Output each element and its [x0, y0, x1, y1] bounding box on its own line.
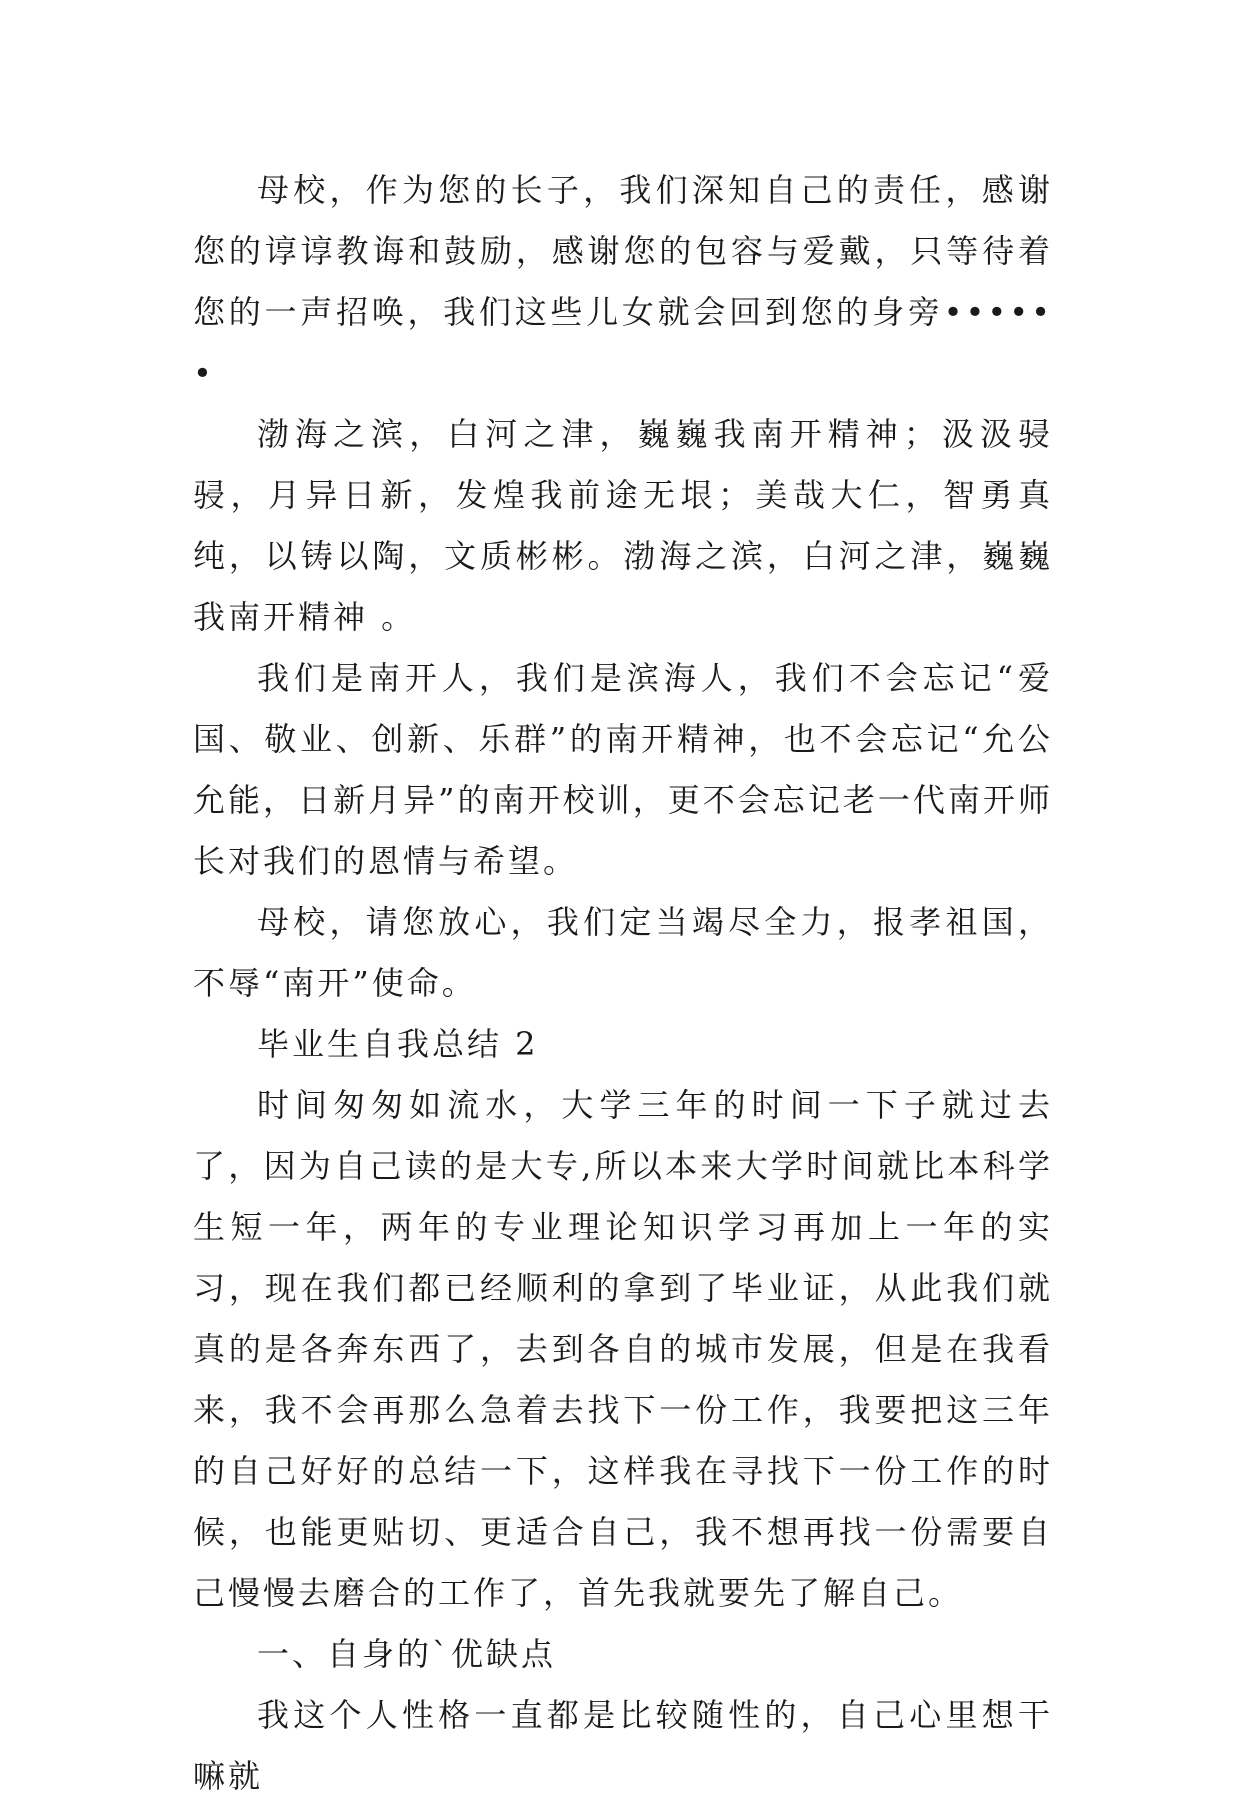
paragraph-school-song: 渤海之滨，白河之津，巍巍我南开精神；汲汲骎骎，月异日新，发煌我前途无垠；美哉大仁，智勇真纯，以铸以陶，文质彬彬。渤海之滨，白河之津，巍巍我南开精神 。	[193, 415, 1053, 636]
paragraph-nankai-spirit: 我们是南开人，我们是滨海人，我们不会忘记“爱国、敬业、创新、乐群”的南开精神，也不会忘记“允公允能，日新月异”的南开校训，更不会忘记老一代南开师长对我们的恩情与希望。	[193, 659, 1053, 880]
paragraph-promise: 母校，请您放心，我们定当竭尽全力，报孝祖国，不辱“南开”使命。	[193, 903, 1053, 1002]
paragraph-personality: 我这个人性格一直都是比较随性的，自己心里想干嘛就	[193, 1696, 1053, 1795]
paragraph-alma-mater-gratitude: 母校，作为您的长子，我们深知自己的责任，感谢您的谆谆教诲和鼓励，感谢您的包容与爱戴，只等待着您的一声招唤，我们这些儿女就会回到您的身旁••••••	[193, 171, 1053, 392]
subheading-strengths-weaknesses: 一、自身的`优缺点	[257, 1635, 557, 1673]
document-body	[193, 160, 1053, 1807]
paragraph-time-flies: 时间匆匆如流水，大学三年的时间一下子就过去了，因为自己读的是大专,所以本来大学时间就比本科学生短一年，两年的专业理论知识学习再加上一年的实习，现在我们都已经顺利的拿到了毕业证，从此我们就真的是各奔东西了，去到各自的城市发展，但是在我看来，我不会再那么急着去找下一份工作，我要把这三年的自己好好的总结一下，这样我在寻找下一份工作的时候，也能更贴切、更适合自己，我不想再找一份需要自己慢慢去磨合的工作了，首先我就要先了解自己。	[193, 1086, 1053, 1612]
section-heading-summary-2: 毕业生自我总结 2	[257, 1025, 539, 1063]
